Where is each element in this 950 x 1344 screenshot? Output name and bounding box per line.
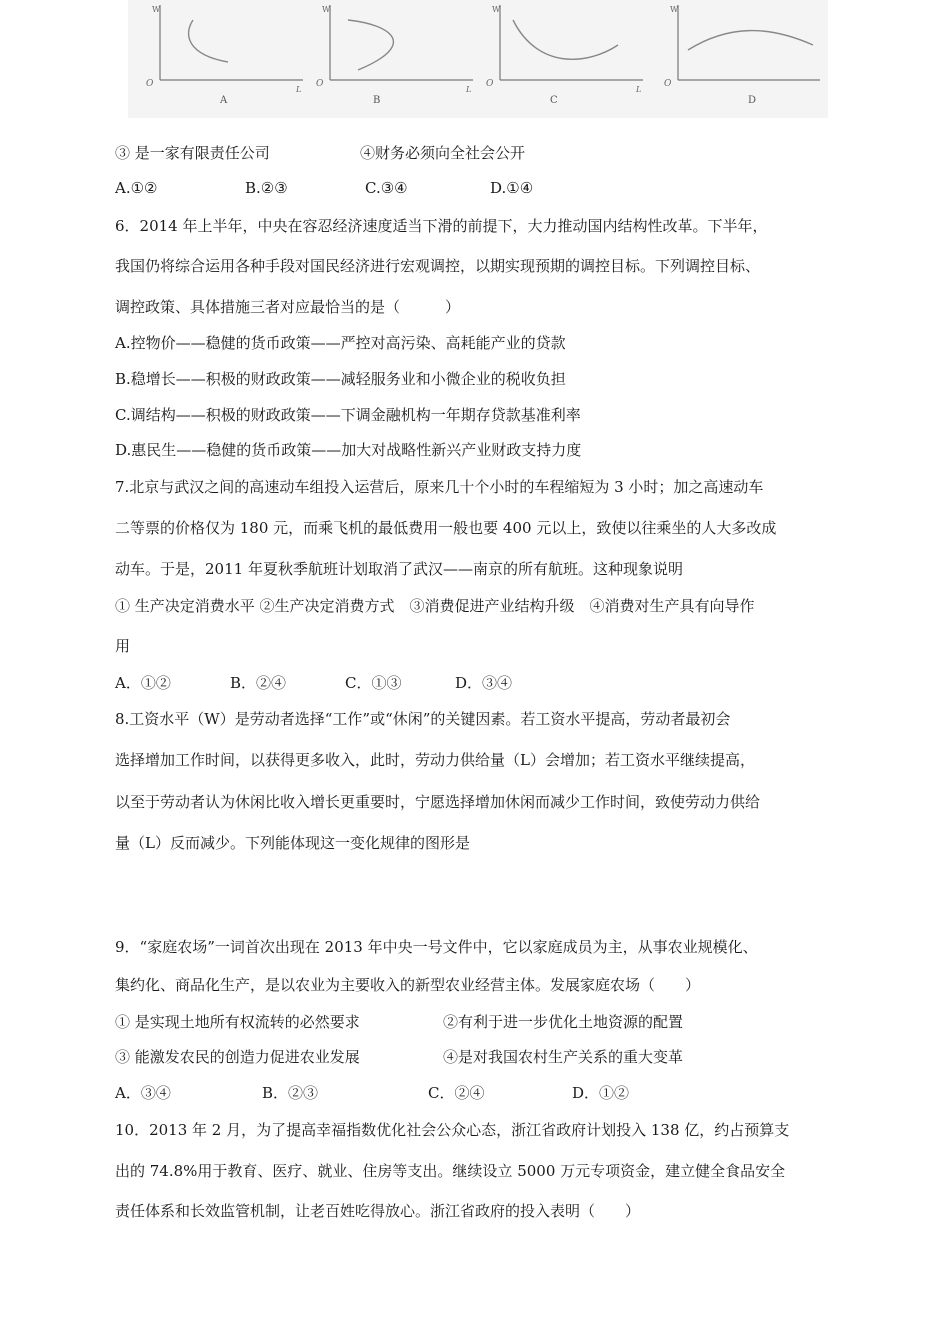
graph-c-plot (478, 0, 648, 95)
q8-stem-1: 8.工资水平（W）是劳动者选择“工作”或“休闲”的关键因素。若工资水平提高，劳动者最初会 (115, 710, 731, 728)
q5-option-d[interactable]: D.①④ (490, 179, 534, 197)
graph-b-x: L (466, 85, 472, 94)
q10-stem-2: 出的 74.8%用于教育、医疗、就业、住房等支出。继续设立 5000 万元专项资金，建立健全食品安全 (115, 1162, 786, 1180)
q7-option-d[interactable]: D．③④ (455, 674, 513, 692)
q9-stem-2: 集约化、商品化生产，是以农业为主要收入的新型农业经营主体。发展家庭农场（ ） (115, 976, 701, 994)
q7-items: ① 生产决定消费水平 ②生产决定消费方式 ③消费促进产业结构升级 ④消费对生产具有向导作 (115, 597, 755, 615)
graph-d-plot (648, 0, 823, 95)
q5-option-a[interactable]: A.①② (115, 179, 158, 197)
graph-a-x: L (296, 85, 302, 94)
graph-c-x: L (636, 85, 642, 94)
q8-stem-4: 量（L）反而减少。下列能体现这一变化规律的图形是 (115, 834, 470, 852)
graph-c-y: W (492, 5, 501, 14)
graph-b-y: W (322, 5, 331, 14)
q7-option-c[interactable]: C．①③ (345, 674, 402, 692)
graph-a-o: O (146, 79, 154, 89)
graph-c (478, 0, 648, 118)
graph-d-o: O (664, 79, 672, 89)
q5-item-4: ④财务必须向全社会公开 (360, 144, 526, 162)
q8-stem-2: 选择增加工作时间，以获得更多收入，此时，劳动力供给量（L）会增加；若工资水平继续提高， (115, 751, 755, 769)
graph-c-o: O (486, 79, 494, 89)
q9-stem-1: 9．“家庭农场”一词首次出现在 2013 年中央一号文件中，它以家庭成员为主，从事农业规模化、 (115, 938, 758, 956)
graph-a-label: A (220, 95, 228, 106)
q6-option-a[interactable]: A.控物价——稳健的货币政策——严控对高污染、高耗能产业的贷款 (115, 334, 566, 352)
q9-option-b[interactable]: B．②③ (262, 1084, 319, 1102)
graph-a (138, 0, 308, 118)
q6-option-b[interactable]: B.稳增长——积极的财政政策——减轻服务业和小微企业的税收负担 (115, 370, 566, 388)
answer-graphs (128, 0, 828, 118)
q7-option-b[interactable]: B．②④ (230, 674, 287, 692)
graph-b-o: O (316, 79, 324, 89)
q7-stem-3: 动车。于是，2011 年夏秋季航班计划取消了武汉——南京的所有航班。这种现象说明 (115, 560, 683, 578)
q10-stem-3: 责任体系和长效监管机制，让老百姓吃得放心。浙江省政府的投入表明（ ） (115, 1202, 641, 1220)
q8-stem-3: 以至于劳动者认为休闲比收入增长更重要时，宁愿选择增加休闲而减少工作时间，致使劳动力供给 (115, 793, 761, 811)
q6-option-d[interactable]: D.惠民生——稳健的货币政策——加大对战略性新兴产业财政支持力度 (115, 441, 582, 459)
graph-a-plot (138, 0, 308, 95)
graph-d-y: W (670, 5, 679, 14)
q9-option-d[interactable]: D．①② (572, 1084, 630, 1102)
q7-stem-2: 二等票的价格仅为 180 元，而乘飞机的最低费用一般也要 400 元以上，致使以往乘坐的人大多改成 (115, 519, 777, 537)
q7-option-a[interactable]: A．①② (115, 674, 171, 692)
graph-c-label: C (550, 95, 558, 106)
q9-option-c[interactable]: C．②④ (428, 1084, 485, 1102)
q5-option-c[interactable]: C.③④ (365, 179, 408, 197)
q6-stem-1: 6．2014 年上半年，中央在容忍经济速度适当下滑的前提下，大力推动国内结构性改革。下半年， (115, 217, 768, 235)
q7-items-cont: 用 (115, 637, 131, 655)
q6-stem-3: 调控政策、具体措施三者对应最恰当的是（ ） (115, 298, 461, 316)
q6-stem-2: 我国仍将综合运用各种手段对国民经济进行宏观调控，以期实现预期的调控目标。下列调控目标、 (115, 257, 761, 275)
graph-d (648, 0, 818, 118)
graph-b-label: B (373, 95, 381, 106)
q7-stem-1: 7.北京与武汉之间的高速动车组投入运营后，原来几十个小时的车程缩短为 3 小时；加之高速动车 (115, 478, 764, 496)
q5-item-3: ③ 是一家有限责任公司 (115, 144, 270, 162)
q9-item-2: ②有利于进一步优化土地资源的配置 (443, 1013, 684, 1031)
graph-b (308, 0, 478, 118)
graph-a-y: W (152, 5, 161, 14)
graph-d-label: D (748, 95, 757, 106)
q9-item-4: ④是对我国农村生产关系的重大变革 (443, 1048, 684, 1066)
q9-item-1: ① 是实现土地所有权流转的必然要求 (115, 1013, 360, 1031)
graph-b-plot (308, 0, 478, 95)
q10-stem-1: 10．2013 年 2 月，为了提高幸福指数优化社会公众心态，浙江省政府计划投入 138 亿，约占预算支 (115, 1121, 790, 1139)
q6-option-c[interactable]: C.调结构——积极的财政政策——下调金融机构一年期存贷款基准利率 (115, 406, 581, 424)
q5-option-b[interactable]: B.②③ (245, 179, 288, 197)
q9-item-3: ③ 能激发农民的创造力促进农业发展 (115, 1048, 360, 1066)
q9-option-a[interactable]: A．③④ (115, 1084, 171, 1102)
